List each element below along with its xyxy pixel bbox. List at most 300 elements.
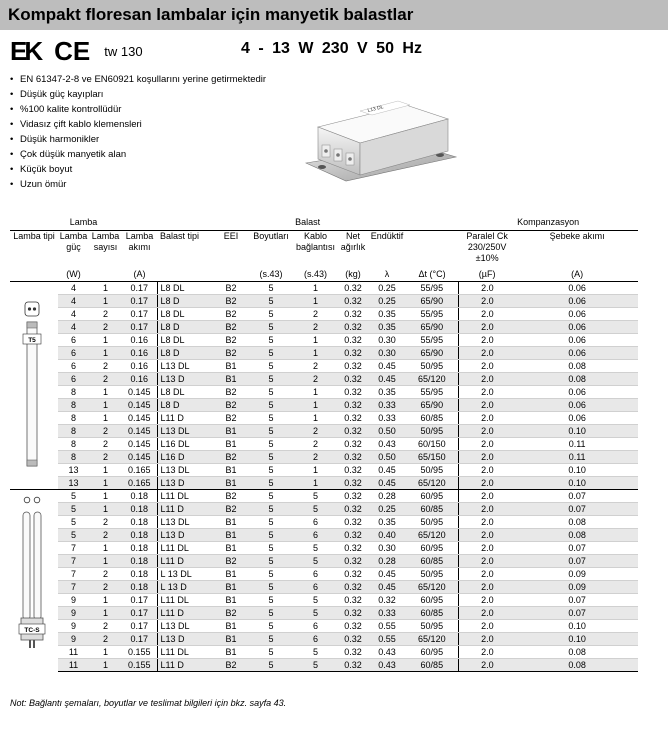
table-cell: 0.17	[122, 282, 157, 295]
table-cell: 0.32	[338, 542, 368, 555]
table-cell: 2	[89, 633, 122, 646]
table-cell: 0.07	[516, 594, 638, 607]
t5-lamp-icon	[10, 282, 54, 474]
feature-item: • Vidasız çift kablo klemensleri	[8, 117, 308, 132]
table-cell: 5	[249, 633, 293, 646]
table-cell: 2	[89, 581, 122, 594]
table-cell: 2.0	[458, 633, 516, 646]
feature-item: • Düşük güç kayıpları	[8, 87, 308, 102]
ce-mark-icon: CE	[54, 35, 91, 66]
table-cell: 0.32	[338, 503, 368, 516]
table-cell: 0.33	[368, 412, 406, 425]
table-cell: L13 D	[157, 477, 213, 490]
table-cell: 0.45	[368, 568, 406, 581]
table-cell: 8	[58, 386, 89, 399]
table-cell: 0.45	[368, 581, 406, 594]
table-body	[10, 282, 638, 672]
table-cell: 0.32	[338, 282, 368, 295]
table-cell: 0.50	[368, 451, 406, 464]
table-cell: L11 D	[157, 607, 213, 620]
table-cell: 0.07	[516, 542, 638, 555]
table-cell: 0.32	[338, 321, 368, 334]
table-cell: L16 D	[157, 451, 213, 464]
feature-item: • EN 61347-2-8 ve EN60921 koşullarını yerine getirmektedir	[8, 72, 308, 87]
table-cell: 6	[293, 568, 338, 581]
table-cell: 5	[58, 529, 89, 542]
table-cell: 0.06	[516, 399, 638, 412]
table-cell: 0.145	[122, 451, 157, 464]
table-cell: L8 DL	[157, 334, 213, 347]
table-cell: 60/95	[406, 490, 458, 503]
table-cell: 2.0	[458, 503, 516, 516]
table-cell: 0.07	[516, 555, 638, 568]
table-cell: 0.06	[516, 282, 638, 295]
table-cell: B1	[213, 360, 249, 373]
table-cell: 13	[58, 464, 89, 477]
table-cell: 5	[293, 542, 338, 555]
table-cell: 0.45	[368, 464, 406, 477]
table-cell: 0.43	[368, 438, 406, 451]
table-cell: B1	[213, 581, 249, 594]
table-cell: 5	[58, 490, 89, 503]
unit-cell	[157, 269, 213, 282]
col-header: Kablo bağlantısı	[296, 231, 336, 252]
table-cell: 0.45	[368, 477, 406, 490]
table-cell: 1	[293, 386, 338, 399]
table-cell: 0.55	[368, 620, 406, 633]
table-cell: 0.10	[516, 425, 638, 438]
table-cell: 2.0	[458, 581, 516, 594]
table-cell: B2	[213, 607, 249, 620]
table-cell: 0.32	[338, 295, 368, 308]
table-cell: 2	[89, 308, 122, 321]
feature-item: • Çok düşük manyetik alan	[8, 147, 308, 162]
table-cell: 0.18	[122, 542, 157, 555]
table-cell: 5	[249, 321, 293, 334]
table-cell: 0.145	[122, 399, 157, 412]
table-cell: 0.06	[516, 334, 638, 347]
table-cell: 0.32	[338, 347, 368, 360]
table-cell: 5	[249, 646, 293, 659]
col-header: EEI	[223, 231, 239, 241]
table-cell: 0.35	[368, 386, 406, 399]
table-cell: 0.18	[122, 503, 157, 516]
table-cell: B2	[213, 412, 249, 425]
table-cell: 0.10	[516, 464, 638, 477]
table-cell: 5	[293, 503, 338, 516]
table-row	[10, 347, 638, 360]
group-header-lamba: Lamba	[10, 217, 157, 231]
table-cell: L 13 DL	[157, 568, 213, 581]
unit-cell: (s.43)	[293, 269, 338, 282]
table-cell: 9	[58, 594, 89, 607]
table-cell: 2.0	[458, 477, 516, 490]
table-cell: 5	[293, 659, 338, 672]
table-cell: 0.17	[122, 633, 157, 646]
unit-cell: (µF)	[458, 269, 516, 282]
table-cell: 0.11	[516, 438, 638, 451]
table-cell: 0.55	[368, 633, 406, 646]
table-cell: 65/120	[406, 581, 458, 594]
table-cell: 1	[89, 334, 122, 347]
col-header: Net ağırlık	[340, 231, 366, 252]
feature-list	[8, 72, 308, 192]
table-cell: 0.16	[122, 334, 157, 347]
table-cell: 8	[58, 425, 89, 438]
table-cell: 5	[249, 295, 293, 308]
table-cell: L11 D	[157, 412, 213, 425]
table-row	[10, 373, 638, 386]
table-cell: 7	[58, 555, 89, 568]
table-cell: 1	[89, 464, 122, 477]
table-row	[10, 438, 638, 451]
table-cell: B2	[213, 451, 249, 464]
table-cell: 1	[293, 464, 338, 477]
table-cell: 0.08	[516, 360, 638, 373]
title-bar	[0, 0, 668, 30]
table-cell: 65/90	[406, 295, 458, 308]
table-cell: 2.0	[458, 334, 516, 347]
table-cell: 5	[249, 568, 293, 581]
table-cell: 0.45	[368, 373, 406, 386]
col-header	[406, 231, 458, 270]
table-cell: 2	[293, 360, 338, 373]
table-cell: 8	[58, 412, 89, 425]
table-cell: 0.28	[368, 555, 406, 568]
table-cell: 2.0	[458, 399, 516, 412]
table-cell: B1	[213, 425, 249, 438]
table-cell: 50/95	[406, 464, 458, 477]
feature-item: • Uzun ömür	[8, 177, 308, 192]
table-cell: 1	[89, 594, 122, 607]
tw-rating: tw 130	[104, 43, 143, 59]
table-cell: 5	[249, 282, 293, 295]
table-cell: 0.18	[122, 529, 157, 542]
table-row	[10, 568, 638, 581]
table-cell: 0.33	[368, 607, 406, 620]
table-cell: 8	[58, 399, 89, 412]
table-cell: 5	[249, 620, 293, 633]
table-cell: 0.08	[516, 529, 638, 542]
table-cell: B1	[213, 516, 249, 529]
table-cell: 4	[58, 308, 89, 321]
table-cell: 7	[58, 581, 89, 594]
table-cell: 0.08	[516, 373, 638, 386]
col-header: Boyutları	[253, 231, 289, 241]
table-cell: B2	[213, 334, 249, 347]
table-cell: 5	[249, 503, 293, 516]
col-header: Balast tipi	[160, 231, 200, 241]
table-cell: 0.35	[368, 516, 406, 529]
table-cell: 1	[89, 282, 122, 295]
table-cell: B1	[213, 542, 249, 555]
unit-cell: (A)	[516, 269, 638, 282]
table-cell: 5	[293, 594, 338, 607]
col-header: Paralel Ck 230/250V ±10%	[466, 231, 508, 263]
table-cell: 0.32	[338, 464, 368, 477]
unit-cell: (kg)	[338, 269, 368, 282]
table-cell: 2	[293, 451, 338, 464]
table-cell: 50/95	[406, 620, 458, 633]
table-cell: 2.0	[458, 360, 516, 373]
table-cell: L13 D	[157, 529, 213, 542]
table-cell: 0.32	[338, 581, 368, 594]
table-cell: 0.45	[368, 360, 406, 373]
table-cell: 6	[58, 334, 89, 347]
table-cell: 0.10	[516, 633, 638, 646]
table-cell: 0.25	[368, 295, 406, 308]
table-cell: 2	[293, 438, 338, 451]
table-cell: 2.0	[458, 620, 516, 633]
table-cell: 6	[58, 360, 89, 373]
table-cell: 1	[89, 542, 122, 555]
table-cell: 55/95	[406, 308, 458, 321]
table-row	[10, 516, 638, 529]
table-cell: 0.32	[338, 646, 368, 659]
table-cell: 1	[89, 477, 122, 490]
table-cell: 6	[293, 516, 338, 529]
table-row	[10, 503, 638, 516]
feature-item: • Düşük harmonikler	[8, 132, 308, 147]
table-cell: 0.10	[516, 620, 638, 633]
table-cell: 2	[89, 321, 122, 334]
table-cell: L13 D	[157, 373, 213, 386]
table-cell: B2	[213, 503, 249, 516]
unit-cell	[10, 269, 58, 282]
table-row	[10, 659, 638, 672]
table-cell: L8 D	[157, 295, 213, 308]
tc-s-lamp-icon	[10, 490, 54, 658]
table-cell: 65/120	[406, 529, 458, 542]
feature-item: • Küçük boyut	[8, 162, 308, 177]
table-cell: 0.32	[338, 633, 368, 646]
table-row	[10, 529, 638, 542]
table-cell: 65/120	[406, 633, 458, 646]
table-cell: 5	[249, 594, 293, 607]
group-header-kompanzasyon: Kompanzasyon	[458, 217, 638, 231]
col-header: Lamba tipi	[13, 231, 55, 241]
table-cell: L11 D	[157, 659, 213, 672]
table-cell: 9	[58, 633, 89, 646]
table-cell: 0.16	[122, 373, 157, 386]
table-row	[10, 633, 638, 646]
table-cell: L11 DL	[157, 490, 213, 503]
table-cell: 2	[89, 360, 122, 373]
table-cell: 5	[58, 516, 89, 529]
unit-cell	[213, 269, 249, 282]
table-cell: 2.0	[458, 607, 516, 620]
table-cell: B1	[213, 620, 249, 633]
table-cell: 0.145	[122, 412, 157, 425]
svg-text:L13 DL: L13 DL	[367, 104, 385, 114]
table-cell: 1	[293, 295, 338, 308]
table-cell: 5	[293, 607, 338, 620]
table-cell: 0.06	[516, 308, 638, 321]
table-cell: 0.145	[122, 438, 157, 451]
unit-cell: λ	[368, 269, 406, 282]
table-cell: B2	[213, 659, 249, 672]
table-cell: 1	[89, 607, 122, 620]
table-row	[10, 321, 638, 334]
lamp-type-cell	[10, 490, 58, 672]
table-row	[10, 282, 638, 295]
table-cell: 2	[89, 425, 122, 438]
table-cell: 2.0	[458, 308, 516, 321]
table-cell: 65/90	[406, 399, 458, 412]
table-cell: L11 DL	[157, 594, 213, 607]
table-cell: 2	[89, 516, 122, 529]
table-row	[10, 386, 638, 399]
table-cell: 5	[293, 490, 338, 503]
table-cell: 0.06	[516, 347, 638, 360]
table-cell: 60/150	[406, 438, 458, 451]
table-cell: 2.0	[458, 373, 516, 386]
table-row	[10, 399, 638, 412]
table-cell: B1	[213, 568, 249, 581]
footnote: Not: Bağlantı şemaları, boyutlar ve teslimat bilgileri için bkz. sayfa 43.	[10, 698, 287, 708]
table-cell: 0.32	[338, 529, 368, 542]
table-cell: B2	[213, 282, 249, 295]
table-cell: 9	[58, 620, 89, 633]
table-cell: 0.16	[122, 360, 157, 373]
table-cell: 50/95	[406, 516, 458, 529]
table-cell: 6	[293, 581, 338, 594]
table-cell: B2	[213, 399, 249, 412]
table-cell: B1	[213, 373, 249, 386]
table-cell: B1	[213, 477, 249, 490]
table-row	[10, 451, 638, 464]
table-cell: 2	[89, 620, 122, 633]
table-cell: 2.0	[458, 425, 516, 438]
table-row	[10, 607, 638, 620]
table-cell: 0.18	[122, 568, 157, 581]
unit-cell: (W)	[58, 269, 89, 282]
table-row	[10, 594, 638, 607]
table-cell: 0.32	[338, 412, 368, 425]
table-cell: 2	[293, 308, 338, 321]
table-cell: 0.32	[338, 360, 368, 373]
table-cell: 0.09	[516, 568, 638, 581]
table-cell: 5	[249, 386, 293, 399]
unit-cell: (s.43)	[249, 269, 293, 282]
table-cell: 0.32	[338, 425, 368, 438]
table-cell: 2.0	[458, 659, 516, 672]
table-cell: 0.32	[338, 334, 368, 347]
table-cell: 0.32	[338, 555, 368, 568]
table-cell: B1	[213, 646, 249, 659]
table-row	[10, 646, 638, 659]
table-row	[10, 464, 638, 477]
table-cell: 0.25	[368, 282, 406, 295]
table-cell: 2.0	[458, 646, 516, 659]
table-cell: B2	[213, 321, 249, 334]
table-cell: 2	[89, 568, 122, 581]
table-cell: 8	[58, 438, 89, 451]
table-cell: B1	[213, 438, 249, 451]
table-cell: L16 DL	[157, 438, 213, 451]
table-cell: 0.32	[338, 620, 368, 633]
table-row	[10, 477, 638, 490]
table-row	[10, 412, 638, 425]
table-cell: 55/95	[406, 386, 458, 399]
table-cell: 5	[293, 555, 338, 568]
table-cell: 6	[58, 347, 89, 360]
table-cell: 11	[58, 659, 89, 672]
table-cell: 7	[58, 568, 89, 581]
table-cell: 0.30	[368, 347, 406, 360]
table-cell: L11 D	[157, 555, 213, 568]
table-cell: 0.06	[516, 295, 638, 308]
table-cell: 0.35	[368, 321, 406, 334]
table-cell: 2	[89, 373, 122, 386]
group-header-balast: Balast	[157, 217, 458, 231]
table-cell: B2	[213, 295, 249, 308]
table-cell: 9	[58, 607, 89, 620]
table-cell: 0.145	[122, 425, 157, 438]
table-cell: 0.43	[368, 659, 406, 672]
table-cell: 0.32	[338, 399, 368, 412]
table-cell: L8 D	[157, 347, 213, 360]
table-cell: 0.32	[338, 477, 368, 490]
table-cell: 60/85	[406, 412, 458, 425]
table-cell: 1	[89, 399, 122, 412]
table-cell: L13 DL	[157, 620, 213, 633]
table-cell: 5	[249, 412, 293, 425]
table-cell: L13 DL	[157, 464, 213, 477]
table-cell: L8 DL	[157, 308, 213, 321]
table-cell: 5	[249, 425, 293, 438]
table-cell: 0.17	[122, 620, 157, 633]
table-cell: 5	[249, 542, 293, 555]
table-cell: 0.32	[338, 490, 368, 503]
table-cell: 0.18	[122, 516, 157, 529]
table-cell: 0.32	[338, 308, 368, 321]
unit-cell: Δt (°C)	[406, 269, 458, 282]
table-cell: 0.06	[516, 386, 638, 399]
table-cell: 2.0	[458, 295, 516, 308]
table-cell: 0.18	[122, 490, 157, 503]
certification-marks	[10, 36, 143, 66]
table-cell: 0.17	[122, 607, 157, 620]
table-row	[10, 555, 638, 568]
table-cell: B1	[213, 633, 249, 646]
table-cell: B1	[213, 594, 249, 607]
table-cell: 60/85	[406, 607, 458, 620]
table-cell: 2.0	[458, 438, 516, 451]
table-cell: 4	[58, 282, 89, 295]
table-cell: B2	[213, 555, 249, 568]
table-cell: 55/95	[406, 334, 458, 347]
table-cell: 50/95	[406, 360, 458, 373]
table-cell: B1	[213, 464, 249, 477]
table-cell: 2	[89, 451, 122, 464]
table-cell: 60/95	[406, 594, 458, 607]
table-cell: 0.33	[368, 399, 406, 412]
table-cell: 0.11	[516, 451, 638, 464]
table-cell: 2.0	[458, 412, 516, 425]
table-cell: 0.17	[122, 594, 157, 607]
table-cell: B2	[213, 490, 249, 503]
table-cell: 0.10	[516, 477, 638, 490]
table-cell: 60/85	[406, 555, 458, 568]
table-cell: 0.155	[122, 646, 157, 659]
table-cell: 1	[89, 295, 122, 308]
table-cell: 1	[89, 386, 122, 399]
table-cell: 50/95	[406, 425, 458, 438]
table-cell: 5	[249, 555, 293, 568]
table-cell: 0.43	[368, 646, 406, 659]
table-cell: 0.08	[516, 516, 638, 529]
